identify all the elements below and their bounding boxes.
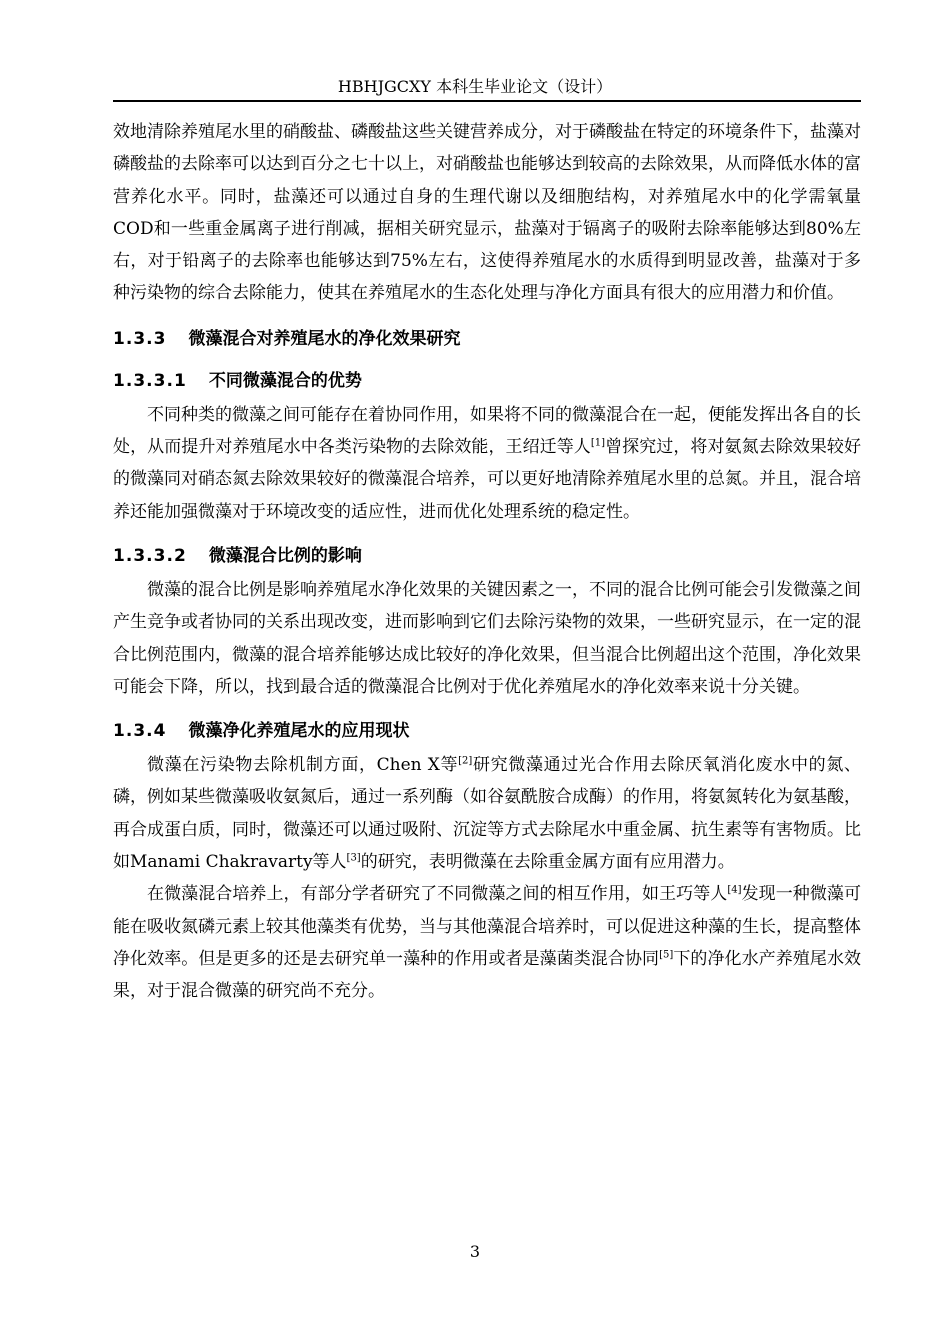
subsection-title: 微藻混合比例的影响: [208, 545, 362, 566]
citation-ref-2[interactable]: [2]: [458, 755, 473, 767]
subsection-number: 1.3.3.2: [113, 545, 187, 566]
paragraph-mixing-advantages: 不同种类的微藻之间可能存在着协同作用，如果将不同的微藻混合在一起，便能发挥出各自的长处，从而提升对养殖尾水中各类污染物的去除效能，王绍迁等人[1]曾探究过，将对氨氮去除效果较好的微藻同对硝态氮去除效果较好的微藻混合培养，可以更好地清除养殖尾水里的总氮。并且，混合培养还能加强微藻对于环境改变的适应性，进而优化处理系统的稳定性。: [113, 404, 862, 522]
paragraph-continued: 效地清除养殖尾水里的硝酸盐、磷酸盐这些关键营养成分，对于磷酸盐在特定的环境条件下，盐藻对磷酸盐的去除率可以达到百分之七十以上，对硝酸盐也能够达到较高的去除效果，从而降低水体的富营养化水平。同时，盐藻还可以通过自身的生理代谢以及细胞结构，对养殖尾水中的化学需氧量COD和一些重金属离子进行削减，据相关研究显示，盐藻对于镉离子的吸附去除率能够达到80%左右，对于铅离子的去除率也能够达到75%左右，这使得养殖尾水的水质得到明显改善，盐藻对于多种污染物的综合去除能力，使其在养殖尾水的生态化处理与净化方面具有很大的应用潜力和价值。: [113, 122, 861, 304]
section-heading-1-3-4: [113, 715, 861, 747]
section-number: 1.3.3: [113, 328, 167, 349]
citation-ref-4[interactable]: [4]: [727, 884, 742, 896]
citation-ref-1[interactable]: [1]: [590, 437, 606, 449]
section-number: 1.3.4: [113, 721, 167, 742]
subsection-title: 不同微藻混合的优势: [208, 370, 362, 391]
header-divider: [113, 100, 861, 102]
section-heading-1-3-3: [113, 323, 861, 355]
subsection-heading-1-3-3-2: [113, 540, 861, 572]
citation-ref-5[interactable]: [5]: [659, 949, 674, 961]
subsection-heading-1-3-3-1: [113, 365, 861, 397]
paragraph-mixing-ratio: 微藻的混合比例是影响养殖尾水净化效果的关键因素之一，不同的混合比例可能会引发微藻之间产生竞争或者协同的关系出现改变，进而影响到它们去除污染物的效果，一些研究显示，在一定的混合比例范围内，微藻的混合培养能够达成比较好的净化效果，但当混合比例超出这个范围，净化效果可能会下降，所以，找到最合适的微藻混合比例对于优化养殖尾水的净化效率来说十分关键。: [113, 579, 861, 697]
running-header: HBHJGCXY 本科生毕业论文（设计）: [337, 77, 613, 96]
section-title: 微藻净化养殖尾水的应用现状: [188, 721, 410, 742]
subsection-number: 1.3.3.1: [113, 370, 187, 391]
paragraph-mixed-culture: 在微藻混合培养上，有部分学者研究了不同微藻之间的相互作用，如王巧等人[4]发现一种微藻可能在吸收氮磷元素上较其他藻类有优势，当与其他藻混合培养时，可以促进这种藻的生长，提高整体净化效率。但是更多的还是去研究单一藻种的作用或者是藻菌类混合协同[5]下的净化水产养殖尾水效果，对于混合微藻的研究尚不充分。: [113, 884, 862, 1002]
section-title: 微藻混合对养殖尾水的净化效果研究: [188, 328, 461, 349]
body-text: [113, 116, 861, 1008]
citation-ref-3[interactable]: [3]: [346, 852, 361, 864]
page-number: 3: [469, 1242, 481, 1261]
paragraph-removal-mechanism: 微藻在污染物去除机制方面，Chen X等[2]研究微藻通过光合作用去除厌氧消化废水中的氮、磷，例如某些微藻吸收氨氮后，通过一系列酶（如谷氨酰胺合成酶）的作用，将氨氮转化为氨基酸，再合成蛋白质，同时，微藻还可以通过吸附、沉淀等方式去除尾水中重金属、抗生素等有害物质。比如Manami Chakravarty等人[3]的研究，表明微藻在去除重金属方面有应用潜力。: [113, 755, 861, 873]
